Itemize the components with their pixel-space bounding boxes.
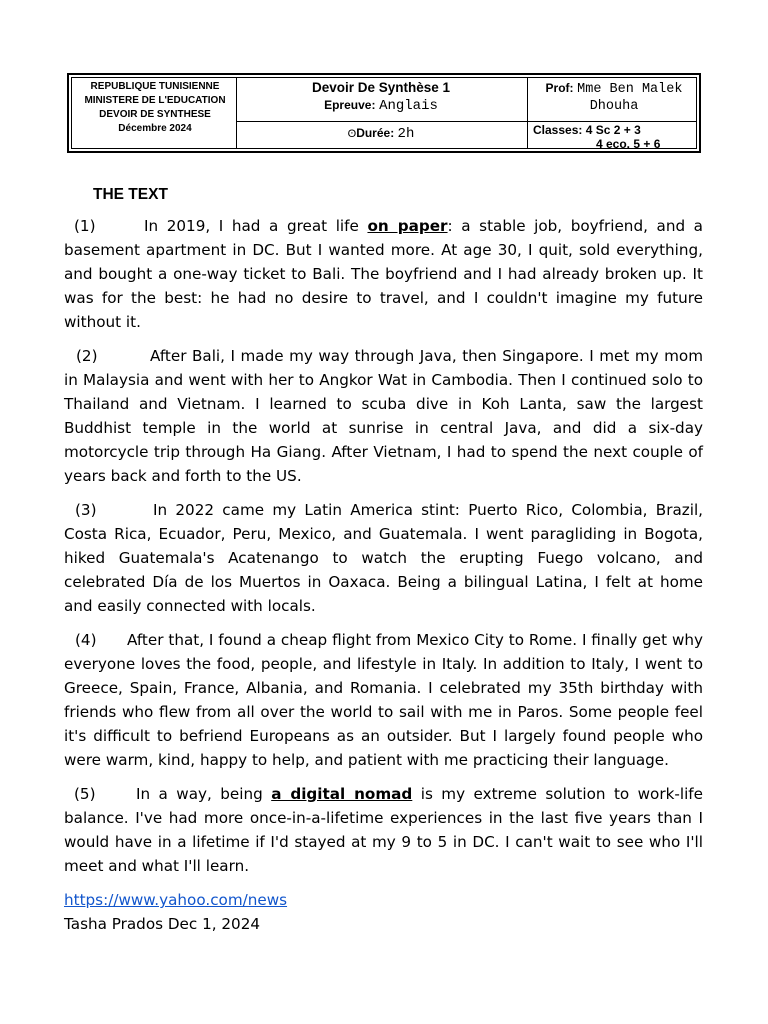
paragraph-number: (5) (74, 785, 96, 803)
paragraph-number: (1) (74, 217, 96, 235)
exam-title: Devoir De Synthèse 1 (311, 80, 451, 95)
paragraph-number: (3) (75, 501, 97, 519)
classes-value-1: 4 Sc 2 + 3 (585, 123, 641, 137)
section-title: THE TEXT (93, 186, 168, 203)
paragraph-text: In 2019, I had a great life (144, 217, 368, 235)
paragraph-number: (4) (75, 631, 97, 649)
author-byline: Tasha Prados Dec 1, 2024 (64, 915, 261, 933)
paragraph-number: (2) (76, 347, 98, 365)
exam-title-cell (236, 80, 526, 115)
paragraph-text: : a stable job, boyfriend, and a basement apartment in DC. But I wanted more. At age 30, I quit, sold everything, and bought a one-way ticket to Bali. The boyfriend and I had already broken up. It was for the best: he had no desire to travel, and I couldn't imagine my future without it. (64, 217, 703, 331)
ministry-line: MINISTERE DE L'EDUCATION (84, 95, 226, 106)
duration-value: 2h (397, 126, 415, 142)
teacher-label: Prof: (545, 81, 574, 95)
underlined-term: on paper (367, 217, 448, 235)
ministry-line: REPUBLIQUE TUNISIENNE (90, 81, 220, 92)
subject-label: Epreuve: (324, 98, 376, 112)
source-link[interactable]: https://www.yahoo.com/news (64, 891, 288, 909)
subject-value: Anglais (379, 98, 438, 114)
exam-date: Décembre 2024 (118, 123, 192, 134)
header-inner-frame (71, 77, 697, 149)
duration-cell (236, 124, 526, 143)
paragraph-text: In a way, being (136, 785, 272, 803)
paragraph-2 (64, 344, 703, 488)
paragraph-text: After that, I found a cheap flight from Mexico City to Rome. I finally get why everyone loves the food, people, and lifestyle in Italy. In addition to Italy, I went to Greece, Spain, France, Albania, and Romania. I celebrated my 35th birthday with friends who flew from all over the world to sail with me in Paros. Some people feel it's difficult to befriend Europeans as an outsider. But I largely found people who were warm, kind, happy to help, and patient with me practicing their language. (64, 631, 703, 769)
classes-line-1 (533, 123, 699, 137)
subject-line (236, 96, 526, 115)
paragraph-text: is my extreme solution to work-life balance. I've had more once-in-a-lifetime experiences in the last five years than I would have in a lifetime if I'd stayed at my 9 to 5 in DC. I can't wait to see who I'll meet and what I'll learn. (64, 785, 703, 875)
clock-icon: ʘ (347, 128, 357, 140)
reading-text (64, 214, 703, 936)
teacher-cell (530, 80, 698, 114)
classes-value-2: 4 eco. 5 + 6 (596, 137, 661, 151)
paragraph-text: After Bali, I made my way through Java, then Singapore. I met my mom in Malaysia and went with her to Angkor Wat in Cambodia. Then I continued solo to Thailand and Vietnam. I learned to scuba dive in Koh Lanta, saw the largest Buddhist temple in the world at sunrise in central Java, and did a six-day motorcycle trip through Ha Giang. After Vietnam, I had to spend the next couple of years back and forth to the US. (64, 347, 703, 485)
header-divider (527, 78, 528, 148)
teacher-name: Mme Ben Malek Dhouha (577, 82, 683, 114)
classes-cell (533, 123, 699, 151)
ministry-line: DEVOIR DE SYNTHESE (99, 109, 211, 120)
exam-header-table (67, 73, 701, 153)
ministry-block (76, 80, 234, 136)
duration-label: Durée: (356, 126, 395, 140)
underlined-term: a digital nomad (271, 785, 413, 803)
paragraph-3 (64, 498, 703, 618)
header-divider (236, 121, 696, 122)
paragraph-5 (64, 782, 703, 878)
paragraph-1 (64, 214, 703, 334)
paragraph-text: In 2022 came my Latin America stint: Puerto Rico, Colombia, Brazil, Costa Rica, Ecuador, Peru, Mexico, and Guatemala. I went paragliding in Bogota, hiked Guatemala's Acatenango to watch the erupting Fuego volcano, and celebrated Día de los Muertos in Oaxaca. Being a bilingual Latina, I felt at home and easily connected with locals. (64, 501, 703, 615)
paragraph-4 (64, 628, 703, 772)
classes-label: Classes: (533, 123, 583, 137)
